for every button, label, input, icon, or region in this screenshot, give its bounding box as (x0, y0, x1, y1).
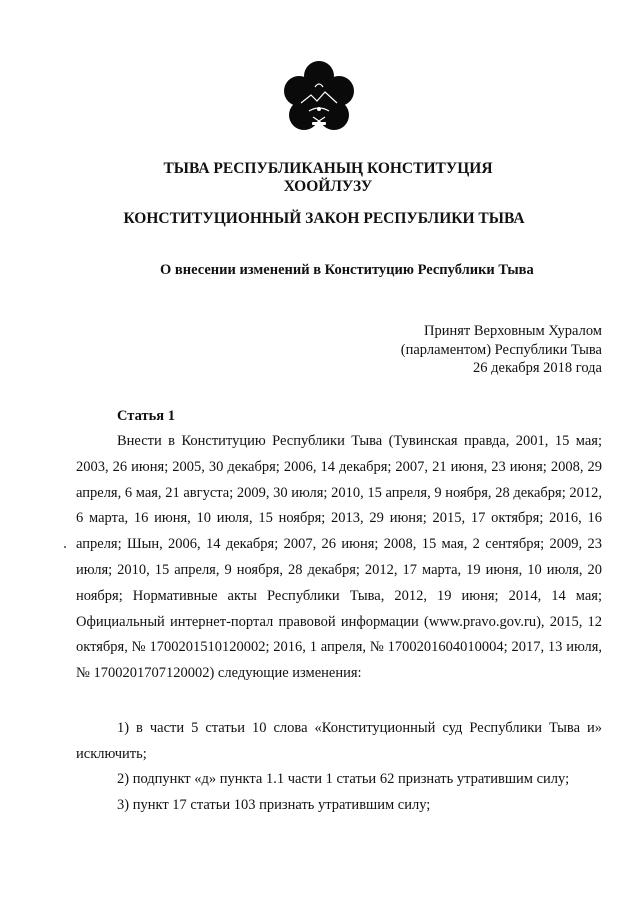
adoption-line-2: (парламентом) Республики Тыва (400, 341, 602, 358)
scan-artifact-dot (64, 546, 66, 548)
article-heading: Статья 1 (117, 408, 175, 424)
law-subject: О внесении изменений в Конституцию Республики Тыва (160, 262, 534, 278)
amendment-item-1: 1) в части 5 статьи 10 слова «Конституционный суд Республики Тыва и» исключить; (76, 720, 602, 762)
adoption-date: 26 декабря 2018 года (473, 360, 602, 376)
amendment-item-3: 3) пункт 17 статьи 103 признать утратившим силу; (117, 797, 431, 813)
amendment-item-2: 2) подпункт «д» пункта 1.1 части 1 статьи 62 признать утратившим силу; (117, 771, 570, 787)
article-intro-paragraph: Внести в Конституцию Республики Тыва (Тувинская правда, 2001, 15 мая; 2003, 26 июня; 2005, 30 декабря; 2006, 14 декабря; 2007, 21 июня, 23 июня; 2008, 29 апреля, 6 мая, 21 августа; 2009, 30 июля; 2010, 15 апреля, 9 ноября, 28 декабря; 2012, 6 марта, 16 июня, 10 июля, 15 ноября; 2013, 29 июня; 2015, 17 октября; 2016, 16 апреля; Шын, 2006, 14 декабря; 2007, 26 июня; 2008, 15 мая, 2 сентября; 2009, 23 июля; 2010, 15 апреля, 9 ноября, 28 декабря; 2012, 17 марта, 19 июня, 10 июля, 20 ноября; Нормативные акты Республики Тыва, 2012, 19 июня; 2014, 14 мая; Официальный интернет-портал правовой информации (www.pravo.gov.ru), 2015, 12 октября, № 1700201510120002; 2016, 1 апреля, № 1700201604010004; 2017, 13 июля, № 1700201707120002) следующие изменения: (76, 433, 602, 682)
document-title-tuvan: ТЫВА РЕСПУБЛИКАНЫҢ КОНСТИТУЦИЯ (163, 160, 493, 177)
adoption-block (401, 322, 602, 378)
adoption-line-1: Принят Верховным Хуралом (424, 323, 602, 339)
tuva-coat-of-arms-icon (279, 59, 359, 139)
document-title-tuvan-line2: ХООЙЛУЗУ (283, 178, 373, 195)
document-title-russian: КОНСТИТУЦИОННЫЙ ЗАКОН РЕСПУБЛИКИ ТЫВА (123, 210, 525, 227)
